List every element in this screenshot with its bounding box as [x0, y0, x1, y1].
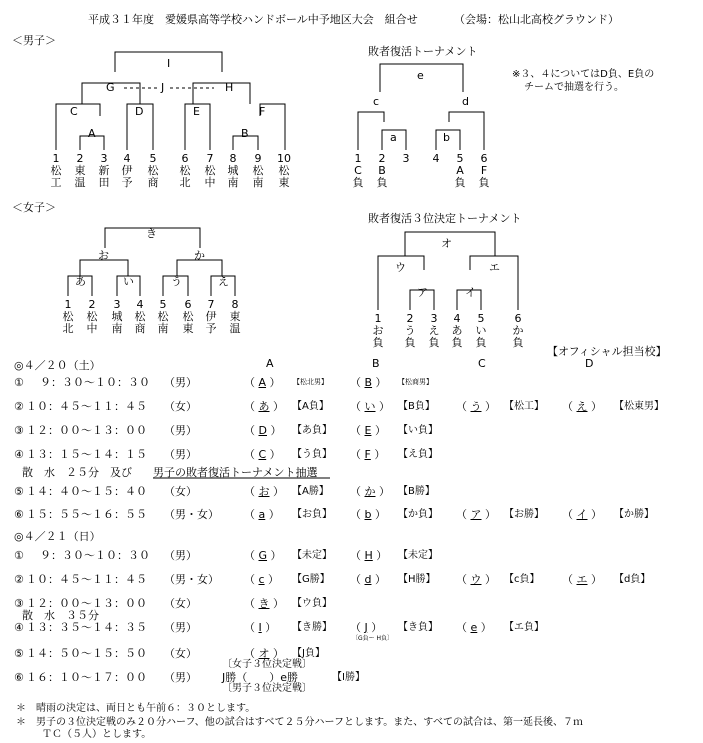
girls-repechage-team-6: 6 か負 — [512, 312, 524, 349]
bracket-label-F: F — [259, 105, 266, 118]
day2-row1-time: ９：３０～１０：３０ — [40, 549, 150, 562]
day1-row2-court-d: （ え ） — [562, 400, 602, 413]
footnote-2: ＊ 男子の３位決定戦のみ２０分ハーフ、他の試合はすべて２５分ハーフとします。また、すべての試合は、第一延長後、７ｍ — [16, 717, 583, 728]
day1-row5-time: １４：４０～１５：４０ — [26, 485, 147, 498]
day2-row4-time: １３：３５～１４：３５ — [26, 621, 147, 634]
girls-repechage-team-1: 1 お負 — [372, 312, 384, 349]
day1-row2-official-d: 【松東男】 — [614, 401, 664, 412]
girls-third-place-label: 〔女子３位決定戦〕 — [222, 659, 312, 670]
day1-row6-no: ⑥ — [14, 508, 24, 521]
girls-team-3: 3 城南 — [111, 298, 123, 335]
day2-row4-official-a: 【き勝】 — [292, 622, 332, 633]
court-header-c: C — [478, 357, 486, 370]
girls-repechage-team-5: 5 い負 — [475, 312, 487, 349]
repechage-label-e: e — [417, 69, 424, 82]
day1-row1-no: ① — [14, 376, 24, 389]
boys-repechage-team-4: 4 — [432, 152, 440, 165]
day1-row6-time: １５：５５～１６：５５ — [26, 508, 147, 521]
day2-row6-cat: （男） — [164, 671, 197, 684]
day2-row2-official-d: 【d負】 — [614, 574, 651, 585]
day2-row1-official-a: 【未定】 — [292, 550, 332, 561]
day2-row4-official-b: 【き負】 — [398, 622, 438, 633]
bracket-line-H — [193, 83, 250, 104]
day1-row1-court-a: （ A ） — [244, 376, 281, 389]
boys-team-10: 10 松東 — [277, 152, 291, 189]
day1-row5-no: ⑤ — [14, 485, 24, 498]
boys-team-4: 4 伊予 — [121, 152, 133, 189]
boys-team-5: 5 松商 — [147, 152, 159, 189]
day1-row3-no: ③ — [14, 424, 24, 437]
day2-date: ◎４／２１（日） — [14, 530, 101, 543]
day1-row4-time: １３：１５～１４：１５ — [26, 448, 147, 461]
day1-row6-official-a: 【お負】 — [292, 509, 332, 520]
boys-repechage-team-5: 5 A負 — [454, 152, 466, 189]
day2-row2-time: １０：４５～１１：４５ — [26, 573, 147, 586]
girls-repechage-label-u: ウ — [395, 261, 406, 274]
bracket-label-C: C — [70, 105, 78, 118]
day2-row5-cat: （女） — [164, 647, 197, 660]
repechage-line-c — [358, 112, 384, 150]
venue-label: （会場：松山北高校グラウンド） — [454, 13, 619, 26]
day1-row6-official-d: 【か勝】 — [614, 509, 654, 520]
boys-repechage-team-6: 6 F負 — [478, 152, 490, 189]
court-header-d: D — [585, 357, 594, 370]
boys-repechage-team-3: 3 — [402, 152, 410, 165]
bracket-label-G: G — [106, 81, 115, 94]
day2-row2-official-b: 【H勝】 — [398, 574, 436, 585]
day1-row3-court-a: （ D ） — [244, 424, 282, 437]
day2-row2-official-c: 【c負】 — [504, 574, 540, 585]
boys-section-label: ＜男子＞ — [12, 34, 56, 47]
girls-bracket-label-o: お — [98, 249, 109, 262]
boys-note-line2: チームで抽選を行う。 — [524, 82, 624, 93]
girls-bracket-label-u: う — [171, 275, 182, 288]
day2-row6-time: １６：１０～１７：００ — [26, 671, 147, 684]
boys-repechage-title: 敗者復活トーナメント — [368, 45, 478, 58]
day1-row6-official-c: 【お勝】 — [504, 509, 544, 520]
day2-row2-no: ② — [14, 573, 24, 586]
day1-row5-cat: （女） — [164, 485, 197, 498]
day2-row5-time: １４：５０～１５：５０ — [26, 647, 147, 660]
girls-repechage-team-3: 3 え負 — [428, 312, 440, 349]
day2-row3-time: １２：００～１３：００ — [26, 597, 147, 610]
day1-row5-official-b: 【B勝】 — [398, 486, 435, 497]
day1-row6-official-b: 【か負】 — [398, 509, 438, 520]
day2-row6-match: J勝（ ）e勝 — [222, 671, 299, 684]
boys-team-6: 6 松北 — [179, 152, 191, 189]
day1-row4-cat: （男） — [164, 448, 197, 461]
day1-row3-official-b: 【い負】 — [398, 425, 438, 436]
day2-row2-official-a: 【G勝】 — [292, 574, 330, 585]
boys-note-line1: ※３、４についてはD負、E負の — [512, 69, 655, 80]
day2-row3-no: ③ — [14, 597, 24, 610]
day1-row6-court-d: （ イ ） — [562, 508, 602, 521]
bracket-label-D: D — [135, 105, 144, 118]
day1-row6-court-a: （ a ） — [244, 508, 280, 521]
day1-row1-court-b: （ B ） — [350, 376, 387, 389]
boys-third-place-label: 〔男子３位決定戦〕 — [222, 683, 312, 694]
day2-row3-official-a: 【ウ負】 — [292, 598, 332, 609]
day1-row2-court-a: （ あ ） — [244, 400, 284, 413]
day1-row2-court-b: （ い ） — [350, 400, 390, 413]
day1-row6-court-b: （ b ） — [350, 508, 386, 521]
day2-row4-court-b: （ J ） — [350, 621, 383, 634]
repechage-label-c: c — [373, 95, 380, 108]
day1-row5-court-a: （ お ） — [244, 485, 284, 498]
day1-row4-official-b: 【え負】 — [398, 449, 438, 460]
boys-repechage-team-2: 2 B負 — [376, 152, 388, 189]
girls-team-1: 1 松北 — [62, 298, 74, 335]
boys-repechage-team-1: 1 C負 — [352, 152, 364, 189]
day2-break-line: 散 水 ３５分 — [22, 609, 99, 622]
day2-row1-cat: （男） — [164, 549, 197, 562]
day1-row4-no: ④ — [14, 448, 24, 461]
repechage-line-d — [449, 112, 484, 150]
girls-bracket-label-e: え — [218, 275, 229, 288]
day1-row5-court-b: （ か ） — [350, 485, 390, 498]
day2-row4-court-c: （ e ） — [456, 621, 492, 634]
day1-row1-time: ９：３０～１０：３０ — [40, 376, 150, 389]
day2-row4-cat: （男） — [164, 621, 197, 634]
day2-row3-court-a: （ き ） — [244, 597, 284, 610]
girls-team-5: 5 松南 — [157, 298, 169, 335]
day1-row4-court-a: （ C ） — [244, 448, 281, 461]
day2-row6-official: 【I勝】 — [332, 672, 365, 683]
girls-bracket-label-i: い — [123, 275, 134, 288]
girls-bracket-label-ka: か — [194, 249, 205, 262]
day1-row1-cat: （男） — [164, 376, 197, 389]
repechage-label-b: b — [443, 131, 450, 144]
girls-repechage-title: 敗者復活３位決定トーナメント — [368, 212, 522, 225]
girls-team-4: 4 松商 — [134, 298, 146, 335]
day2-row1-no: ① — [14, 549, 24, 562]
day1-break-lottery: 男子の敗者復活トーナメント抽選 — [153, 466, 318, 479]
boys-team-3: 3 新田 — [98, 152, 110, 189]
boys-team-1: 1 松工 — [50, 152, 62, 189]
repechage-label-d: d — [462, 95, 469, 108]
repechage-label-a: a — [390, 131, 397, 144]
day1-date: ◎４／２０（土） — [14, 359, 101, 372]
day2-j-note: 〔G負ー H負〕 — [352, 635, 394, 642]
day1-row6-cat: （男・女） — [164, 508, 219, 521]
bracket-label-I: I — [167, 57, 171, 70]
day2-row5-court-a: （ オ ） — [244, 647, 284, 660]
girls-repechage-label-i: イ — [465, 286, 476, 299]
footnote-3: ＴＣ（５人）とします。 — [42, 729, 152, 740]
day1-row2-cat: （女） — [164, 400, 197, 413]
day1-row1-official-b: 【松商男】 — [398, 378, 433, 386]
day2-row6-no: ⑥ — [14, 671, 24, 684]
day1-row4-court-b: （ F ） — [350, 448, 386, 461]
girls-team-7: 7 伊予 — [205, 298, 217, 335]
day1-row3-official-a: 【あ負】 — [292, 425, 332, 436]
day1-row2-official-b: 【B負】 — [398, 401, 435, 412]
day1-row3-time: １２：００～１３：００ — [26, 424, 147, 437]
page-title: 平成３１年度 愛媛県高等学校ハンドボール中予地区大会 組合せ — [88, 13, 418, 26]
girls-repechage-label-e: エ — [489, 261, 500, 274]
footnote-1: ＊ 晴雨の決定は、両日とも午前６：３０とします。 — [16, 703, 256, 714]
girls-team-8: 8 東温 — [229, 298, 241, 335]
day2-row5-no: ⑤ — [14, 647, 24, 660]
girls-team-2: 2 松中 — [86, 298, 98, 335]
day2-row5-official-a: 【J負】 — [292, 648, 325, 659]
day2-row3-cat: （女） — [164, 597, 197, 610]
girls-repechage-team-4: 4 あ負 — [451, 312, 463, 349]
boys-team-7: 7 松中 — [204, 152, 216, 189]
day1-row2-court-c: （ う ） — [456, 400, 496, 413]
bracket-label-E: E — [193, 105, 200, 118]
day2-row4-official-c: 【エ負】 — [504, 622, 544, 633]
day1-row2-no: ② — [14, 400, 24, 413]
court-header-a: A — [266, 357, 274, 370]
day1-row2-official-c: 【松工】 — [504, 401, 544, 412]
day2-row4-court-a: （ I ） — [244, 621, 277, 634]
day2-row1-official-b: 【未定】 — [398, 550, 438, 561]
day1-row2-time: １０：４５～１１：４５ — [26, 400, 147, 413]
girls-team-6: 6 松東 — [182, 298, 194, 335]
girls-repechage-team-2: 2 う負 — [404, 312, 416, 349]
day1-break-line: 散 水 ２５分 及び — [22, 466, 132, 479]
boys-team-2: 2 東温 — [74, 152, 86, 189]
day2-row2-court-b: （ d ） — [350, 573, 386, 586]
bracket-label-H: H — [225, 81, 234, 94]
bracket-line-o — [80, 260, 128, 276]
day1-row4-official-a: 【う負】 — [292, 449, 332, 460]
bracket-label-B: B — [241, 127, 249, 140]
bracket-line-ka — [177, 260, 222, 276]
day2-row2-cat: （男・女） — [164, 573, 219, 586]
day1-row6-court-c: （ ア ） — [456, 508, 496, 521]
girls-bracket-label-a: あ — [75, 275, 86, 288]
bracket-label-J: J — [161, 81, 165, 94]
day2-row1-court-a: （ G ） — [244, 549, 282, 562]
boys-team-8: 8 城南 — [227, 152, 239, 189]
day2-row1-court-b: （ H ） — [350, 549, 388, 562]
girls-repechage-label-o: オ — [441, 237, 452, 250]
day1-row2-official-a: 【A負】 — [292, 401, 329, 412]
girls-section-label: ＜女子＞ — [12, 201, 56, 214]
boys-team-9: 9 松南 — [252, 152, 264, 189]
court-header-b: B — [372, 357, 380, 370]
day2-row4-no: ④ — [14, 621, 24, 634]
day1-row3-cat: （男） — [164, 424, 197, 437]
official-label: 【オフィシャル担当校】 — [547, 345, 667, 358]
bracket-label-A: A — [88, 127, 96, 140]
day2-row2-court-d: （ エ ） — [562, 573, 602, 586]
girls-repechage-label-a: ア — [417, 286, 428, 299]
day2-row2-court-c: （ ウ ） — [456, 573, 496, 586]
day2-row2-court-a: （ c ） — [244, 573, 280, 586]
day1-row1-official-a: 【松北男】 — [293, 378, 328, 386]
day1-row3-court-b: （ E ） — [350, 424, 386, 437]
day1-row5-official-a: 【A勝】 — [292, 486, 329, 497]
girls-bracket-label-ki: き — [146, 227, 157, 240]
